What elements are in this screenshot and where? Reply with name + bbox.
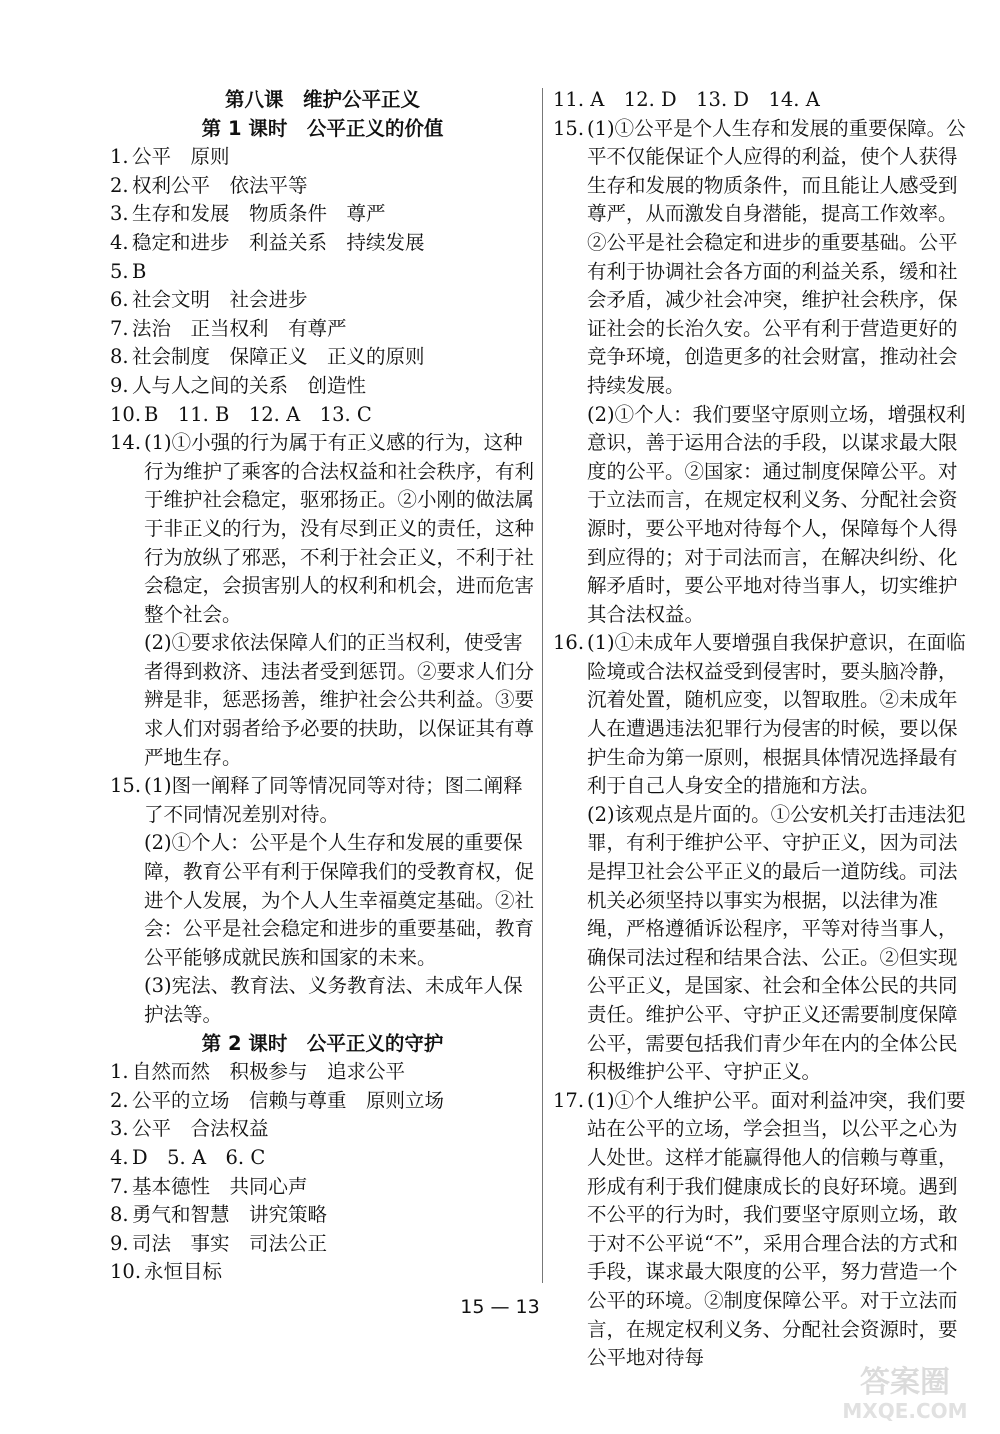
question-number: 17. bbox=[553, 1088, 585, 1112]
question-17 bbox=[553, 1087, 968, 1373]
answer-item bbox=[110, 229, 535, 258]
answer-paragraph: (1)①小强的行为属于有正义感的行为，这种行为维护了乘客的合法权益和社会秩序，有利于维护社会稳定，驱邪扬正。②小刚的做法属于非正义的行为，没有尽到正义的责任，这种行为放纵了邪恶，不利于社会正义，不利于社会稳定，会损害别人的权利和机会，进而危害整个社会。 bbox=[144, 431, 535, 626]
answer-item bbox=[110, 343, 535, 372]
item-number: 8. bbox=[110, 1203, 129, 1227]
item-number: 5. bbox=[110, 259, 129, 283]
item-number: 7. bbox=[110, 1174, 129, 1198]
answer-list-1 bbox=[110, 143, 535, 429]
item-text: 法治 正当权利 有尊严 bbox=[132, 316, 347, 340]
item-number: 8. bbox=[110, 345, 129, 369]
answer-item bbox=[110, 401, 535, 430]
question-number: 14. bbox=[110, 431, 142, 455]
answer-item bbox=[110, 1144, 535, 1173]
item-number: 1. bbox=[110, 1060, 129, 1084]
section-title-1: 第 1 课时 公平正义的价值 bbox=[201, 116, 444, 140]
item-text: 司法 事实 司法公正 bbox=[132, 1231, 328, 1255]
answer-paragraph: (2)①要求依法保障人们的正当权利，使受害者得到救济、违法者受到惩罚。②要求人们分辨是非，惩恶扬善，维护社会公共利益。③要求人们对弱者给予必要的扶助，以保证其有尊严地生存。 bbox=[144, 631, 535, 769]
item-text: 人与人之间的关系 创造性 bbox=[132, 373, 367, 397]
answer-paragraph: (1)①个人维护公平。面对利益冲突，我们要站在公平的立场，学会担当，以公平之心为人处世。这样才能赢得他人的信赖与尊重，形成有利于我们健康成长的良好环境。遇到不公平的行为时，我们要坚守原则立场，敢于对不公平说“不”，采用合理合法的方式和手段，谋求最大限度的公平，努力营造一个公平的环境。②制度保障公平。对于立法而言，在规定权利义务、分配社会资源时，要公平地对待每 bbox=[587, 1088, 966, 1370]
answer-paragraph: (2)①个人：公平是个人生存和发展的重要保障，教育公平有利于保障我们的受教育权，促进个人发展，为个人人生幸福奠定基础。②社会：公平是社会稳定和进步的重要基础，教育公平能够成就民族和国家的未来。 bbox=[144, 831, 535, 969]
item-text: 社会制度 保障正义 正义的原则 bbox=[132, 345, 425, 369]
answer-paragraph: (3)宪法、教育法、义务教育法、未成年人保护法等。 bbox=[144, 974, 523, 1026]
answer-item bbox=[110, 1115, 535, 1144]
answer-item bbox=[110, 1087, 535, 1116]
item-text: 自然而然 积极参与 追求公平 bbox=[132, 1060, 406, 1084]
answer-item bbox=[110, 1258, 535, 1287]
answer-paragraph: (1)图一阐释了同等情况同等对待；图二阐释了不同情况差别对待。 bbox=[144, 774, 523, 826]
question-number: 15. bbox=[110, 774, 142, 798]
answer-line-11-14: 11. A 12. D 13. D 14. A bbox=[553, 88, 820, 111]
question-number: 16. bbox=[553, 631, 585, 655]
answer-item bbox=[110, 286, 535, 315]
section-title-2: 第 2 课时 公平正义的守护 bbox=[201, 1031, 444, 1055]
page-number: 15 — 13 bbox=[460, 1296, 540, 1318]
item-text: 永恒目标 bbox=[144, 1260, 223, 1284]
watermark-logo bbox=[830, 1364, 980, 1424]
question-14 bbox=[110, 429, 535, 629]
answer-paragraph: (1)①未成年人要增强自我保护意识，在面临险境或合法权益受到侵害时，要头脑冷静，沉着处置，随机应变，以智取胜。②未成年人在遭遇违法犯罪行为侵害的时候，要以保护生命为第一原则，根据具体情况选择最有利于自己人身安全的措施和方法。 bbox=[587, 631, 966, 798]
item-number: 2. bbox=[110, 1088, 129, 1112]
answer-item bbox=[110, 258, 535, 287]
watermark-url: MXQE.COM bbox=[842, 1399, 968, 1423]
answer-paragraph: (2)①个人：我们要坚守原则立场，增强权利意识，善于运用合法的手段，以谋求最大限度的公平。②国家：通过制度保障公平。对于立法而言，在规定权利义务、分配社会资源时，要公平地对待每个人，保障每个人得到应得的；对于司法而言，在解决纠纷、化解矛盾时，要公平地对待当事人，切实维护其合法权益。 bbox=[587, 402, 966, 626]
item-number: 6. bbox=[110, 288, 129, 312]
item-number: 10. bbox=[110, 402, 142, 426]
column-divider bbox=[542, 88, 543, 1283]
item-text: 勇气和智慧 讲究策略 bbox=[132, 1203, 328, 1227]
item-text: 稳定和进步 利益关系 持续发展 bbox=[132, 230, 425, 254]
item-number: 3. bbox=[110, 202, 129, 226]
question-15 bbox=[553, 115, 968, 401]
answer-item bbox=[110, 200, 535, 229]
item-number: 7. bbox=[110, 316, 129, 340]
question-15 bbox=[110, 772, 535, 829]
answer-item bbox=[110, 1230, 535, 1259]
left-column bbox=[110, 86, 535, 1287]
item-number: 9. bbox=[110, 373, 129, 397]
item-number: 9. bbox=[110, 1231, 129, 1255]
item-text: 社会文明 社会进步 bbox=[132, 288, 308, 312]
item-number: 4. bbox=[110, 1145, 129, 1169]
question-number: 15. bbox=[553, 116, 585, 140]
answer-item bbox=[110, 315, 535, 344]
item-number: 1. bbox=[110, 145, 129, 169]
item-number: 4. bbox=[110, 230, 129, 254]
answer-item bbox=[110, 1058, 535, 1087]
item-text: 权利公平 依法平等 bbox=[132, 173, 308, 197]
right-column bbox=[553, 86, 968, 1373]
answer-paragraph: (2)该观点是片面的。①公安机关打击违法犯罪，有利于维护公平、守护正义，因为司法是捍卫社会公平正义的最后一道防线。司法机关必须坚持以事实为根据，以法律为准绳，严格遵循诉讼程序，平等对待当事人，确保司法过程和结果合法、公正。②但实现公平正义，是国家、社会和全体公民的共同责任。维护公平、守护正义还需要制度保障公平，需要包括我们青少年在内的全体公民积极维护公平、守护正义。 bbox=[587, 802, 966, 1084]
item-number: 2. bbox=[110, 173, 129, 197]
answer-paragraph: (1)①公平是个人生存和发展的重要保障。公平不仅能保证个人应得的利益，使个人获得生存和发展的物质条件，而且能让人感受到尊严，从而激发自身潜能，提高工作效率。②公平是社会稳定和进步的重要基础。公平有利于协调社会各方面的利益关系，缓和社会矛盾，减少社会冲突，维护社会秩序，保证社会的长治久安。公平有利于营造更好的竞争环境，创造更多的社会财富，推动社会持续发展。 bbox=[587, 116, 966, 397]
answer-item bbox=[110, 372, 535, 401]
answer-item bbox=[110, 1201, 535, 1230]
answer-item bbox=[110, 1173, 535, 1202]
item-text: B bbox=[132, 259, 147, 283]
item-text: D 5. A 6. C bbox=[132, 1145, 266, 1169]
item-text: 公平 合法权益 bbox=[132, 1117, 269, 1141]
answer-list-2 bbox=[110, 1058, 535, 1287]
item-text: 基本德性 共同心声 bbox=[132, 1174, 308, 1198]
item-text: 公平 原则 bbox=[132, 145, 230, 169]
item-number: 10. bbox=[110, 1260, 142, 1284]
watermark-text: 答案圈 bbox=[860, 1365, 950, 1400]
question-16 bbox=[553, 629, 968, 801]
item-number: 3. bbox=[110, 1117, 129, 1141]
item-text: B 11. B 12. A 13. C bbox=[144, 402, 372, 426]
item-text: 生存和发展 物质条件 尊严 bbox=[132, 202, 386, 226]
lesson-title: 第八课 维护公平正义 bbox=[224, 88, 420, 111]
answer-item bbox=[110, 143, 535, 172]
answer-item bbox=[110, 172, 535, 201]
item-text: 公平的立场 信赖与尊重 原则立场 bbox=[132, 1088, 445, 1112]
